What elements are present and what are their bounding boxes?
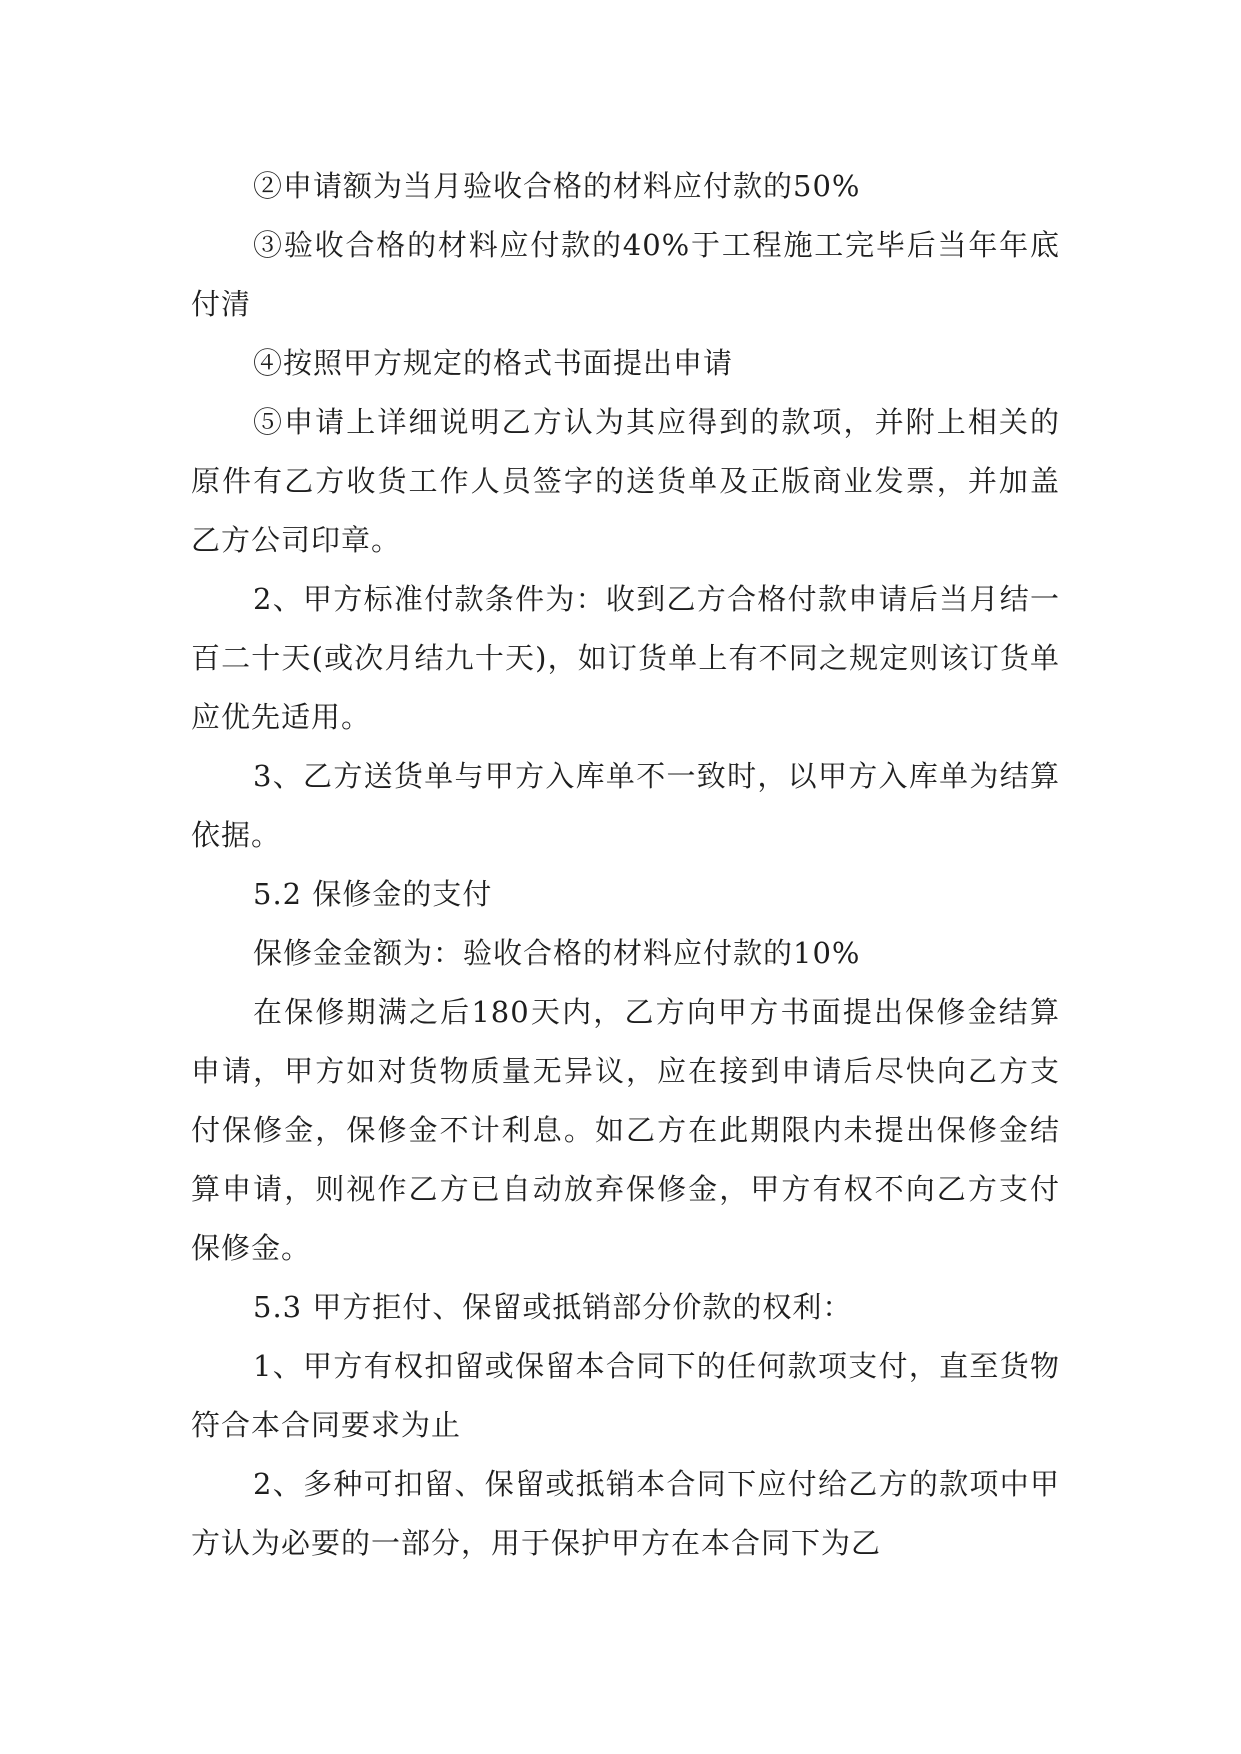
paragraph-warranty-amount: 保修金金额为：验收合格的材料应付款的10%: [253, 936, 861, 970]
paragraph-application-details: ⑤申请上详细说明乙方认为其应得到的款项，并附上相关的原件有乙方收货工作人员签字的送货单及正版商业发票，并加盖乙方公司印章。: [191, 405, 1060, 557]
section-heading-5-2: 5.2 保修金的支付: [253, 877, 493, 911]
paragraph-withhold-right: 1、甲方有权扣留或保留本合同下的任何款项支付，直至货物符合本合同要求为止: [191, 1349, 1060, 1442]
section-heading-5-3: 5.3 甲方拒付、保留或抵销部分价款的权利：: [253, 1290, 853, 1324]
paragraph-application-format: ④按照甲方规定的格式书面提出申请: [253, 346, 734, 380]
paragraph-warranty-settlement: 在保修期满之后180天内，乙方向甲方书面提出保修金结算申请，甲方如对货物质量无异议，应在接到申请后尽快向乙方支付保修金，保修金不计利息。如乙方在此期限内未提出保修金结算申请，则视作乙方已自动放弃保修金，甲方有权不向乙方支付保修金。: [191, 995, 1060, 1265]
paragraph-settlement-basis: 3、乙方送货单与甲方入库单不一致时，以甲方入库单为结算依据。: [191, 759, 1060, 852]
paragraph-offset-right: 2、多种可扣留、保留或抵销本合同下应付给乙方的款项中甲方认为必要的一部分，用于保护甲方在本合同下为乙: [191, 1467, 1060, 1560]
paragraph-payment-40-percent: ③验收合格的材料应付款的40%于工程施工完毕后当年年底付清: [191, 228, 1060, 321]
paragraph-standard-payment-terms: 2、甲方标准付款条件为：收到乙方合格付款申请后当月结一百二十天(或次月结九十天)，如订货单上有不同之规定则该订货单应优先适用。: [191, 582, 1060, 734]
document-body: [191, 157, 1060, 1573]
paragraph-payment-50-percent: ②申请额为当月验收合格的材料应付款的50%: [253, 169, 861, 203]
